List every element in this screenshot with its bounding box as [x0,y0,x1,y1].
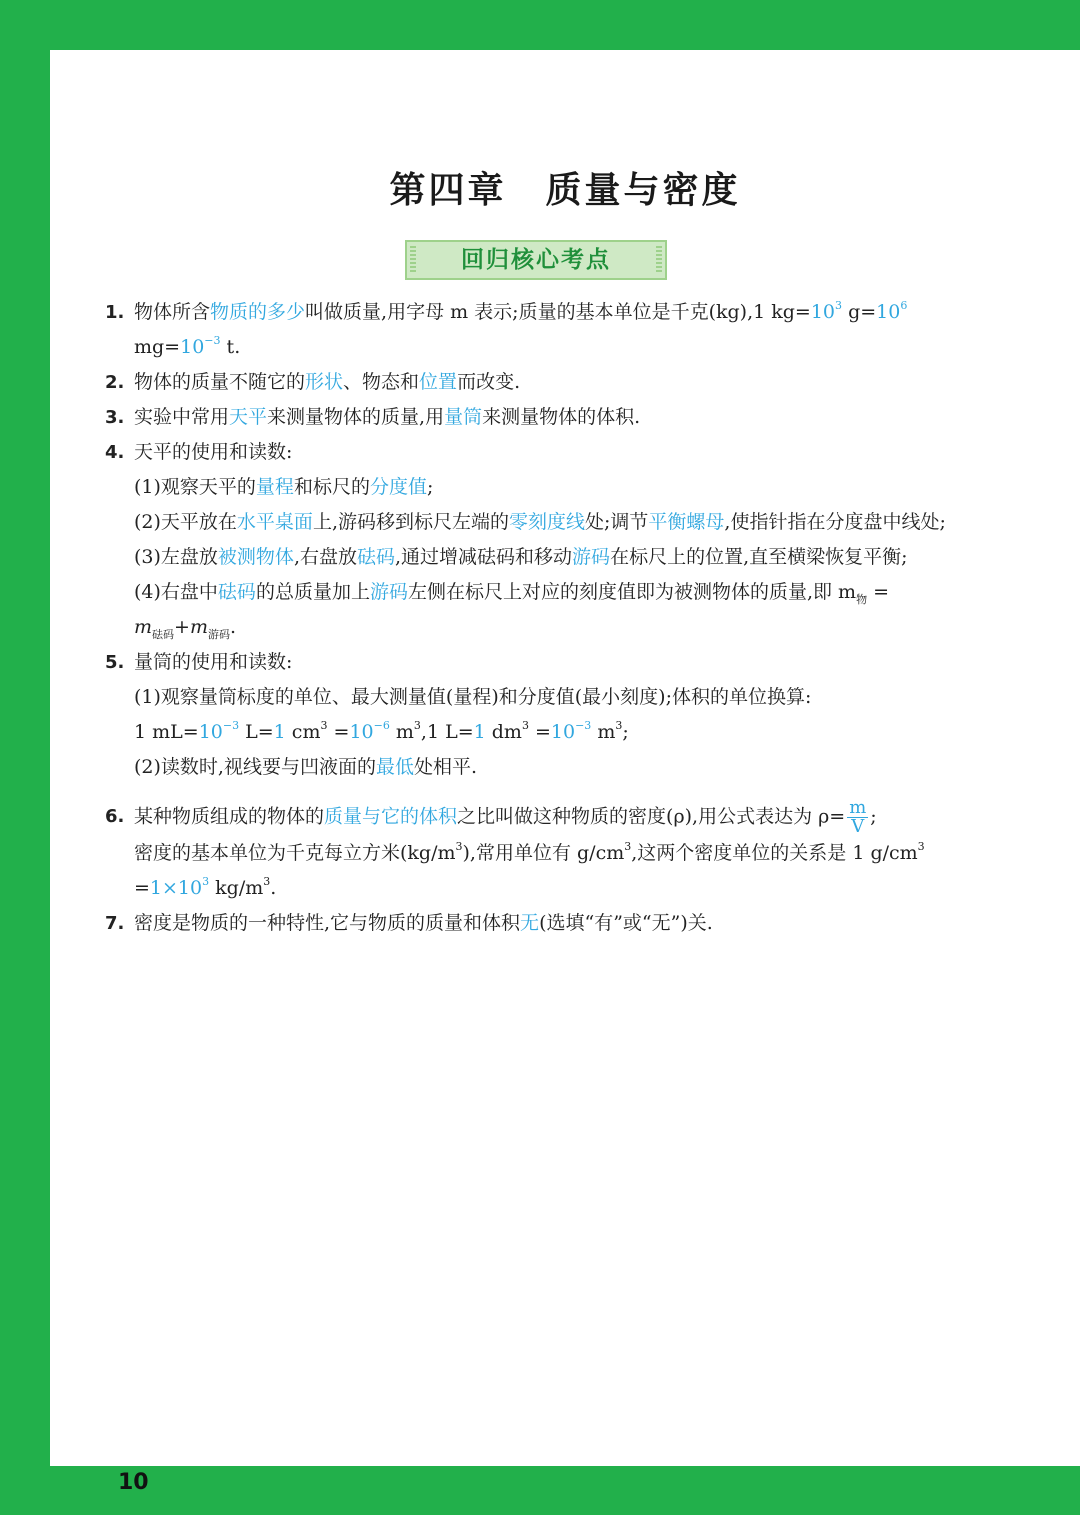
answer: 砝码 [217,581,256,603]
item-number: 7. [105,913,125,934]
text: 密度的基本单位为千克每立方米(kg/m [134,842,456,864]
answer-base: 10 [180,336,205,358]
exponent: −3 [575,718,592,732]
text: 1 mL= [134,721,199,743]
sub-item-5-1-conversion [105,715,975,750]
answer: 天平 [229,406,268,428]
page-number: 10 [118,1470,149,1495]
text: 和标尺的 [293,476,370,498]
exponent: 3 [202,874,210,888]
exponent: −6 [373,718,390,732]
text: (4)右盘中 [134,581,218,603]
answer [876,298,908,323]
list-item-3 [105,400,975,435]
answer: 质量与它的体积 [324,805,458,828]
answer: 量筒 [444,406,483,428]
answer-base: 10 [876,301,901,323]
text: 来测量物体的体积. [482,406,641,428]
text: 、物态和 [343,371,420,393]
text: (2)天平放在 [134,511,237,533]
answer-base: 10 [198,721,223,743]
sub-item-4-3 [105,540,975,575]
list-item-6 [105,799,975,906]
exponent: −3 [204,333,221,347]
text: ),常用单位有 g/cm [462,842,625,864]
exponent: 6 [900,298,908,312]
item-number: 6. [105,806,125,827]
item-number: 5. [105,652,125,673]
answer [349,718,390,743]
text: . [229,616,237,638]
answer-base: 10 [810,301,836,323]
item-number: 4. [105,442,125,463]
text: (选填“有”或“无”)关. [539,912,713,934]
list-item-7 [105,906,975,941]
answer [198,718,240,743]
item-heading: 天平的使用和读数: [134,441,293,463]
text: 物体所含 [134,301,211,323]
text: ,1 L= [420,721,474,743]
page-sheet [50,50,1080,1495]
text: kg/m [209,877,264,899]
text: ,通过增减砝码和移动 [395,546,573,568]
text: ; [870,805,877,828]
item-heading: 量筒的使用和读数: [134,651,293,673]
text: cm [285,721,321,743]
answer: 位置 [419,371,458,393]
text: (1)观察量筒标度的单位、最大测量值(量程)和分度值(最小刻度);体积的单位换算: [134,686,812,708]
answer [180,333,221,358]
answer [550,718,592,743]
sub-item-4-2 [105,505,975,540]
answer: 形状 [305,371,344,393]
answer-base: 10 [349,721,374,743]
text: 某种物质组成的物体的 [134,805,325,828]
exponent: 3 [320,718,328,732]
answer-base: 1×10 [149,877,203,899]
text: ,使指针指在分度盘中线处; [724,511,946,533]
text: (3)左盘放 [134,546,218,568]
text: 在标尺上的位置,直至横梁恢复平衡; [610,546,908,568]
answer: 砝码 [356,546,395,568]
text: mg= [134,336,181,358]
density-formula-fraction [847,799,868,836]
variable: +m [174,616,208,638]
exponent: 3 [917,839,925,853]
exponent: 3 [835,298,843,312]
text: L= [239,721,274,743]
list-item-2 [105,365,975,400]
subscript: 游码 [207,627,230,641]
sub-item-4-1 [105,470,975,505]
text: (1)观察天平的 [134,476,256,498]
text: = [867,581,890,603]
text: ,这两个密度单位的关系是 1 g/cm [631,842,918,864]
answer: 被测物体 [217,546,294,568]
text: = [134,877,150,899]
content-list [105,295,975,941]
answer: 量程 [255,476,294,498]
answer: 水平桌面 [236,511,313,533]
answer [810,298,843,323]
answer: 最低 [375,756,414,778]
text: 左侧在标尺上对应的刻度值即为被测物体的质量,即 m [407,581,857,603]
answer: 游码 [369,581,408,603]
sub-item-5-1 [105,680,975,715]
list-item-1 [105,295,975,365]
chapter-title: 第四章 质量与密度 [389,170,741,211]
text: 之比叫做这种物质的密度(ρ),用公式表达为 ρ= [457,805,846,828]
text: . [270,877,277,899]
answer: 1 [273,721,286,743]
answer: 游码 [572,546,611,568]
subscript: 物 [856,592,868,606]
text: 叫做质量,用字母 m 表示;质量的基本单位是千克(kg),1 kg= [305,301,811,323]
sub-item-5-2 [105,750,975,785]
item-number: 1. [105,302,125,323]
text: g= [842,301,877,323]
item-number: 2. [105,372,125,393]
text: 处;调节 [585,511,649,533]
text: 的总质量加上 [255,581,370,603]
text: dm [485,721,522,743]
text: 物体的质量不随它的 [134,371,306,393]
answer: 物质的多少 [210,301,306,323]
text: ; [426,476,434,498]
list-item-5 [105,645,975,680]
subscript: 砝码 [152,627,175,641]
text: m [389,721,414,743]
exponent: −3 [222,718,240,732]
exponent: 3 [624,839,632,853]
answer: 零刻度线 [508,511,585,533]
answer: 1 [473,721,486,743]
text: = [528,721,551,743]
list-item-4 [105,435,975,470]
text: 而改变. [457,371,521,393]
text: (2)读数时,视线要与凹液面的 [134,756,376,778]
sub-item-4-4 [105,575,975,645]
text: t. [220,336,241,358]
answer: 分度值 [369,476,427,498]
exponent: 3 [455,839,463,853]
section-banner: 回归核心考点 [405,240,667,280]
answer-base: 10 [550,721,576,743]
text: 上,游码移到标尺左端的 [312,511,509,533]
exponent: 3 [521,718,529,732]
text: 实验中常用 [134,406,230,428]
fraction-denominator: V [851,816,865,837]
text: = [327,721,350,743]
text: ,右盘放 [293,546,357,568]
exponent: 3 [615,718,623,732]
text: ; [622,721,629,743]
text: 处相平. [413,756,478,778]
answer: 无 [520,912,540,934]
item-number: 3. [105,407,125,428]
exponent: 3 [263,874,271,888]
text: m [591,721,616,743]
answer [149,874,210,899]
answer: 平衡螺母 [648,511,725,533]
variable: m [134,616,153,638]
text: 密度是物质的一种特性,它与物质的质量和体积 [134,912,521,934]
exponent: 3 [413,718,421,732]
fraction-numerator: m [849,797,867,818]
text: 来测量物体的质量,用 [267,406,445,428]
